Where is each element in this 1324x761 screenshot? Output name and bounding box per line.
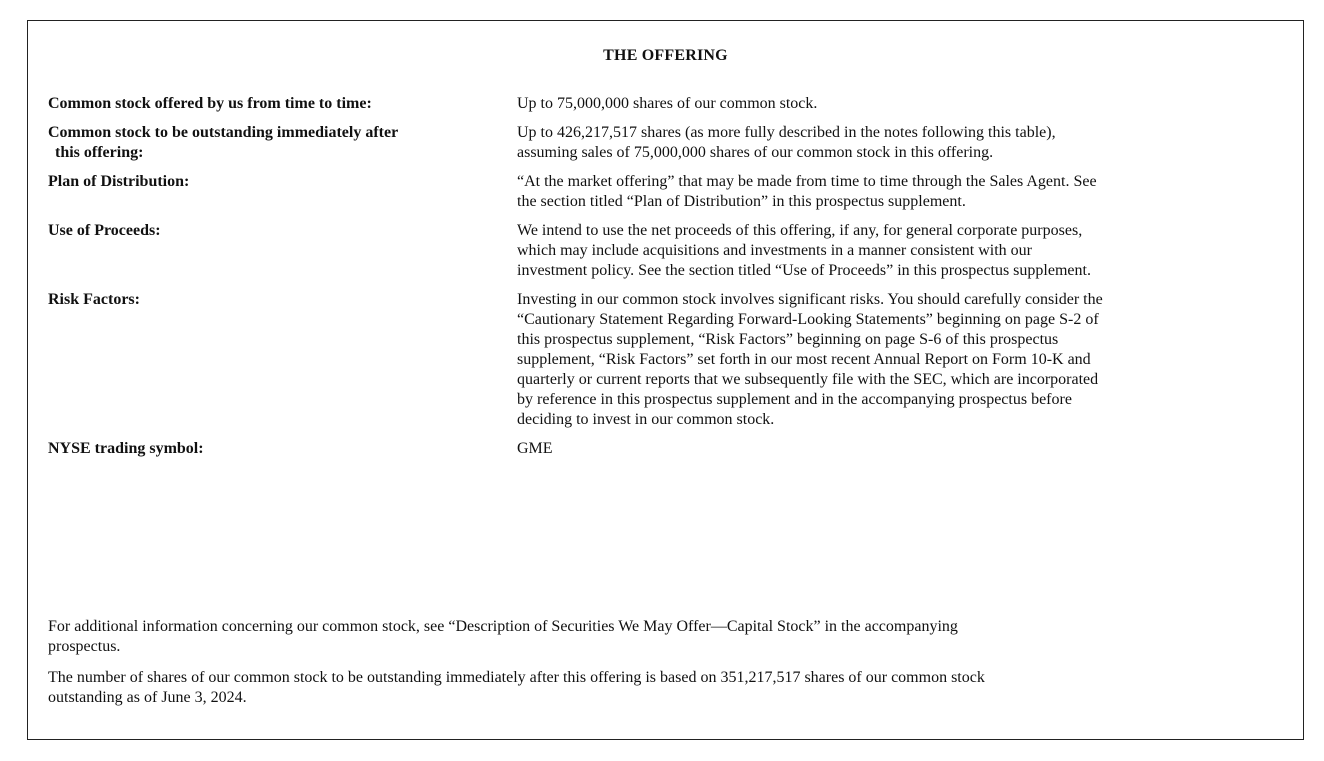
row-label: NYSE trading symbol:	[48, 440, 204, 457]
row-value	[517, 123, 1288, 163]
row-value-line: Investing in our common stock involves significant risks. You should carefully consider the	[517, 291, 1103, 308]
note-paragraph	[48, 668, 1283, 708]
row-value-line: investment policy. See the section titled “Use of Proceeds” in this prospectus supplement.	[517, 262, 1091, 279]
row-value-line: Up to 426,217,517 shares (as more fully described in the notes following this table),	[517, 124, 1056, 141]
table-row-risk-factors	[48, 290, 1288, 430]
table-row-plan-of-distribution	[48, 172, 1288, 212]
row-value-line: this prospectus supplement, “Risk Factors” beginning on page S-6 of this prospectus	[517, 331, 1059, 348]
row-value: Up to 75,000,000 shares of our common stock.	[517, 95, 818, 112]
notes-section	[48, 617, 1283, 719]
row-label-line: this offering:	[55, 144, 144, 161]
row-value-line: the section titled “Plan of Distribution” in this prospectus supplement.	[517, 193, 966, 210]
row-value: GME	[517, 440, 553, 457]
row-label: Common stock offered by us from time to time:	[48, 95, 372, 112]
row-value-line: We intend to use the net proceeds of this offering, if any, for general corporate purposes,	[517, 222, 1083, 239]
row-value	[517, 172, 1288, 212]
row-value-line: assuming sales of 75,000,000 shares of our common stock in this offering.	[517, 144, 994, 161]
row-value-line: by reference in this prospectus supplement and in the accompanying prospectus before	[517, 391, 1072, 408]
row-value-line: “Cautionary Statement Regarding Forward-Looking Statements” beginning on page S-2 of	[517, 311, 1099, 328]
row-value	[517, 290, 1288, 430]
note-line: prospectus.	[48, 638, 121, 655]
row-value	[517, 221, 1288, 281]
row-value-line: quarterly or current reports that we subsequently file with the SEC, which are incorporated	[517, 371, 1099, 388]
row-value-line: “At the market offering” that may be made from time to time through the Sales Agent. See	[517, 173, 1097, 190]
row-label: Plan of Distribution:	[48, 173, 190, 190]
row-label-line: Common stock to be outstanding immediately after	[48, 124, 399, 141]
row-label: Use of Proceeds:	[48, 222, 161, 239]
offering-box	[27, 20, 1304, 740]
row-label	[48, 123, 517, 163]
table-row-use-of-proceeds	[48, 221, 1288, 281]
note-line: The number of shares of our common stock to be outstanding immediately after this offering is based on 351,217,517 shares of our common stock	[48, 669, 985, 686]
note-line: For additional information concerning our common stock, see “Description of Securities We May Offer—Capital Stock” in the accompanying	[48, 618, 958, 635]
offering-table	[48, 94, 1288, 468]
row-label: Risk Factors:	[48, 291, 140, 308]
row-value-line: supplement, “Risk Factors” set forth in our most recent Annual Report on Form 10-K and	[517, 351, 1091, 368]
note-line: outstanding as of June 3, 2024.	[48, 689, 247, 706]
table-row-common-stock-offered	[48, 94, 1288, 114]
note-paragraph	[48, 617, 1283, 657]
section-title: THE OFFERING	[603, 47, 728, 64]
table-row-common-stock-outstanding	[48, 123, 1288, 163]
table-row-nyse-symbol	[48, 439, 1288, 459]
row-value-line: deciding to invest in our common stock.	[517, 411, 775, 428]
row-value-line: which may include acquisitions and investments in a manner consistent with our	[517, 242, 1033, 259]
